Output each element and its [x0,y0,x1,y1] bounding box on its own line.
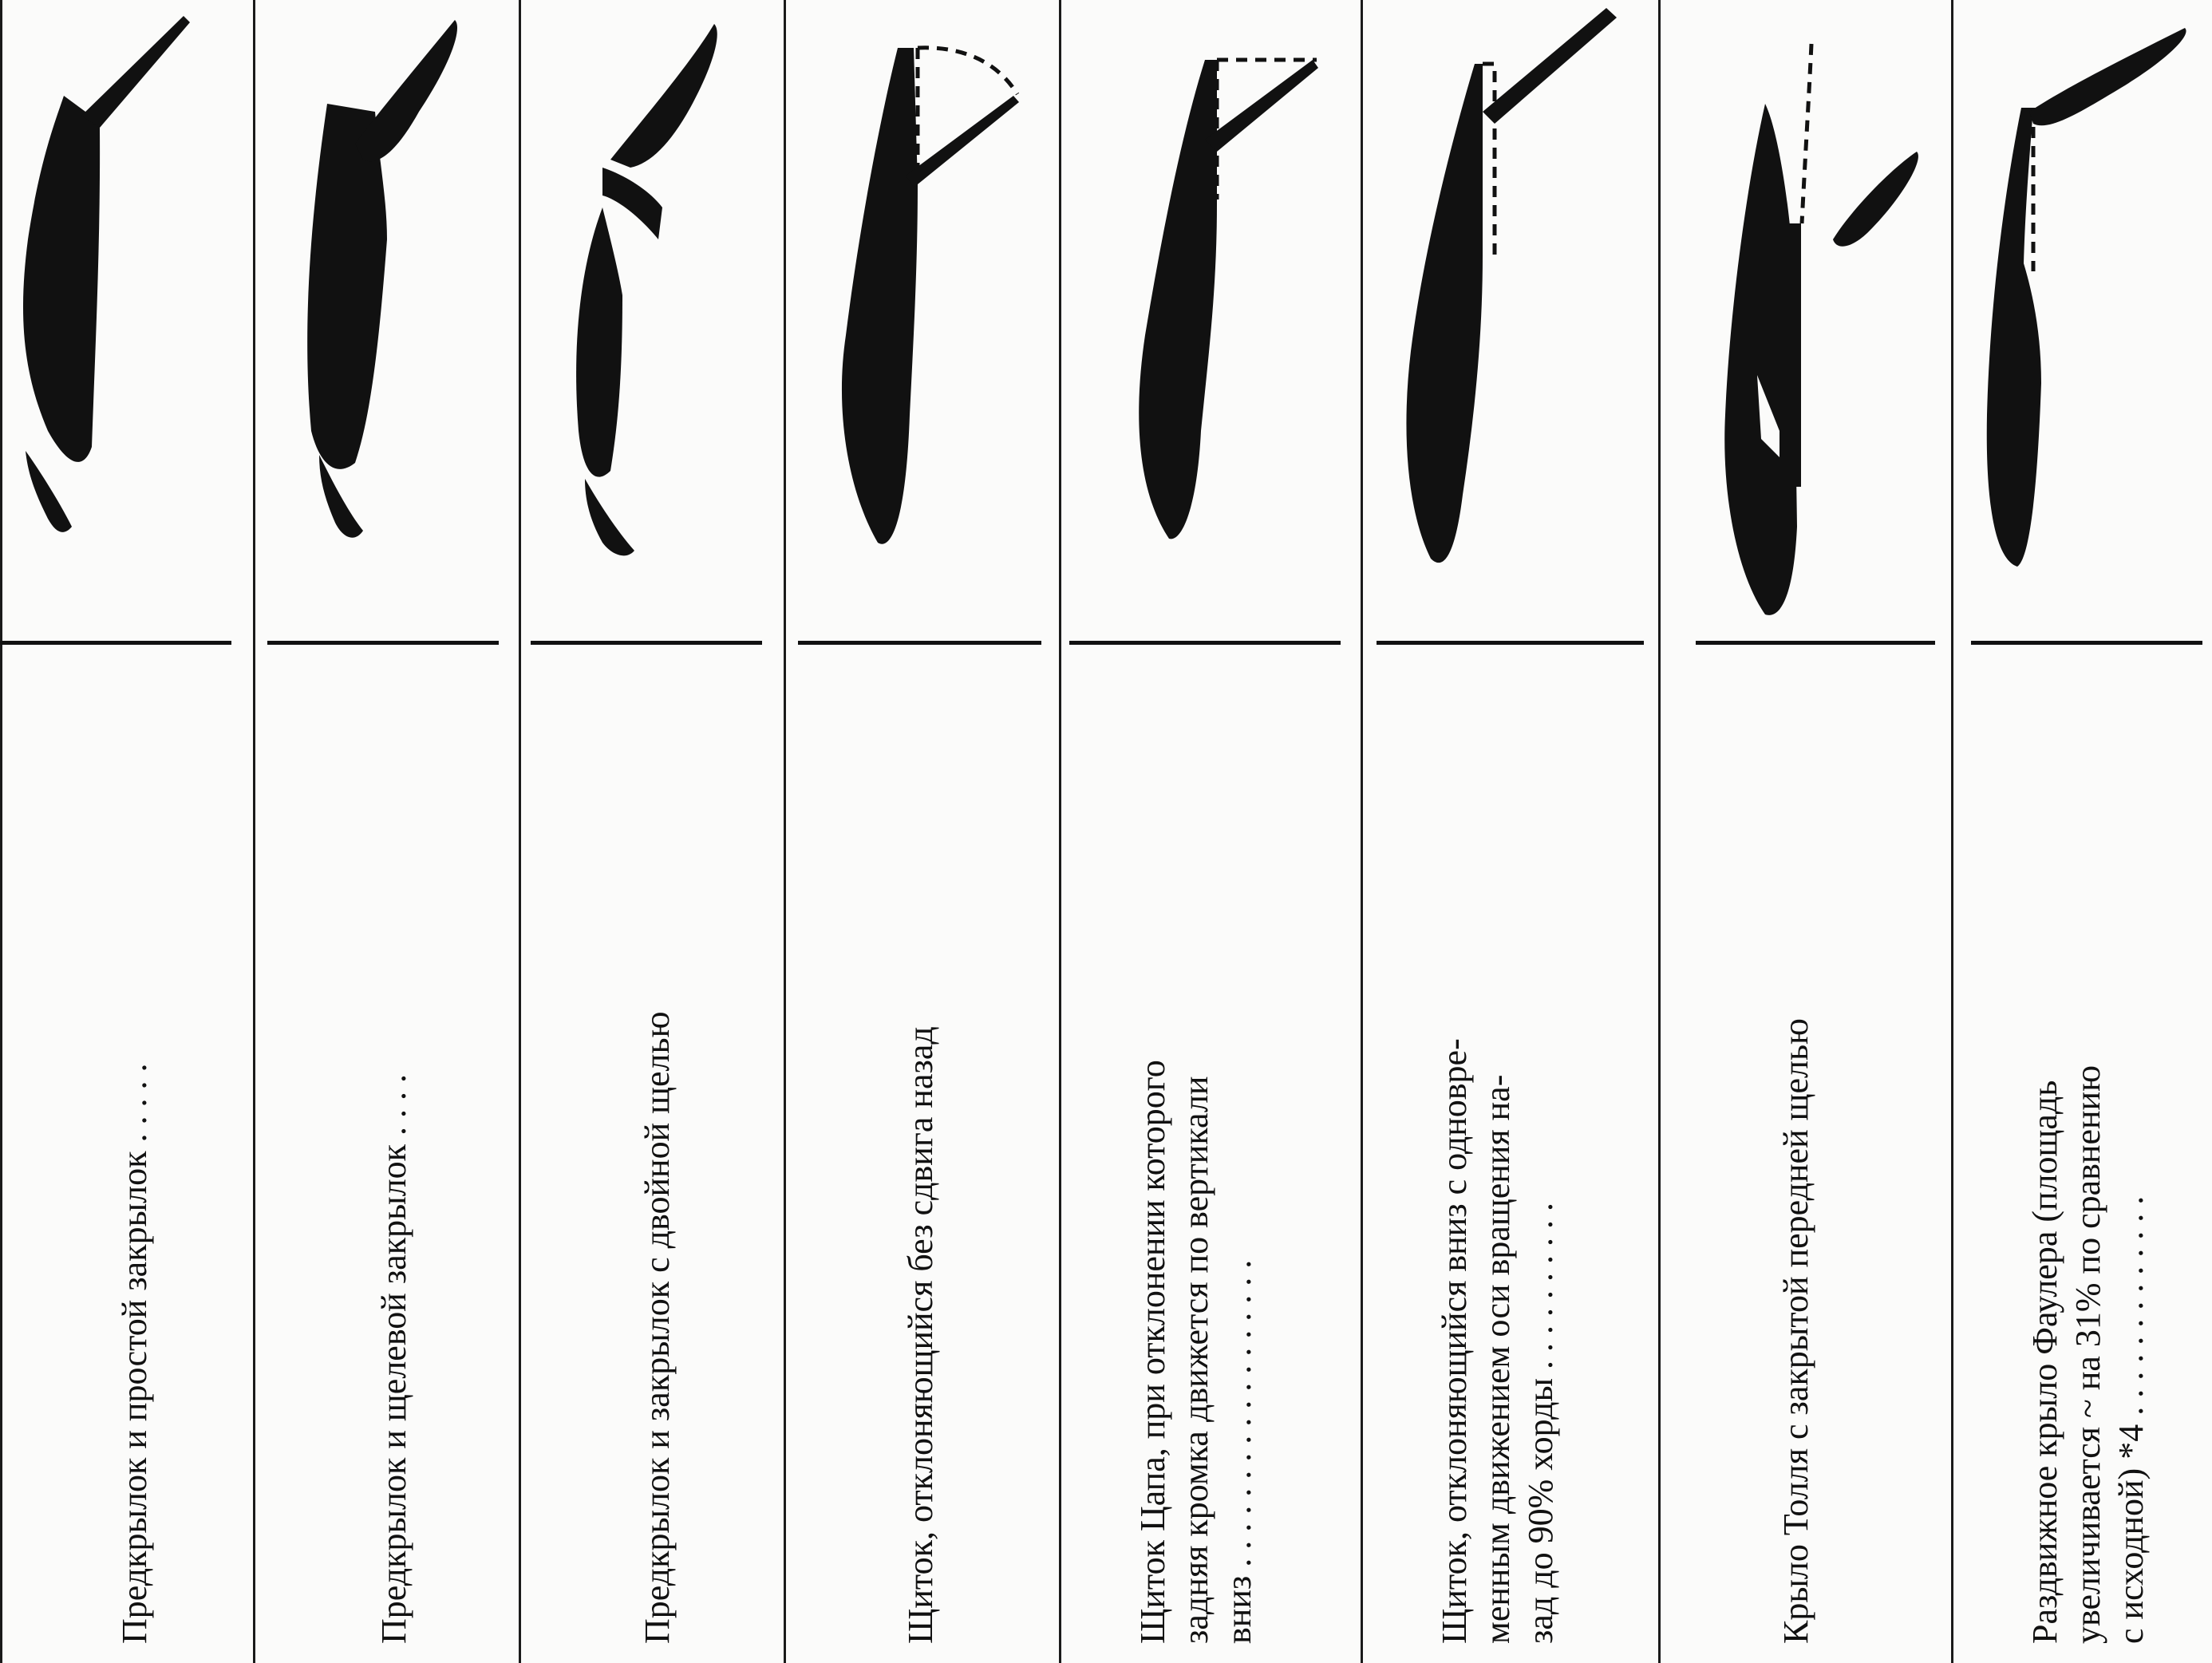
airfoil-figure-tolla-wing [1661,0,1931,630]
flap-element [1483,8,1617,124]
caption-text [1775,662,1818,1644]
airfoil-figure-split-flap [786,0,1056,630]
slat-element [26,451,72,532]
column-slat-double-slotted-flap [523,0,792,1663]
airfoil-diagram [1953,0,2212,630]
caption-text [2024,662,2153,1644]
airfoil-diagram [1363,0,1633,630]
caption-text [899,662,942,1644]
main-airfoil-body [1139,60,1217,539]
caption-area [786,654,1056,1652]
main-airfoil-body [23,96,100,462]
airfoil-diagram [0,0,270,630]
airfoil-figure-fowler-wing [1953,0,2212,630]
caption-line: Щиток, отклоняющийся без сдвига назад [901,1026,940,1644]
separated-flap-element [1833,152,1918,247]
airfoil-figure-slat-slotted-flap [259,0,529,630]
caption-line: менным движением оси вращения на- [1478,1074,1517,1644]
slotted-flap-element [610,24,717,168]
slat-element [585,479,634,555]
main-airfoil-body [1987,108,2041,567]
column-split-flap-aft-movement [1363,0,1633,1663]
airfoil-figure-slat-plain-flap [0,0,270,630]
column-tolla-wing [1661,0,1931,1663]
caption-line: Щиток, отклоняющийся вниз с одновре- [1435,1038,1474,1644]
airfoil-figure-split-flap-aft-movement [1363,0,1633,630]
caption-line: Предкрылок и щелевой закрылок . . . . [374,1073,413,1644]
caption-line: Крыло Толля с закрытой передней щелью [1776,1018,1815,1644]
retracted-flap-outline [1483,64,1495,255]
column-split-flap [786,0,1056,1663]
caption-line: вниз . . . . . . . . . . . . . . . . . . [1219,1259,1258,1644]
caption-line: с исходной) *4 . . . . . . . . . . . . . [2111,1195,2151,1644]
airfoil-diagram [1061,0,1331,630]
caption-text [1433,662,1562,1644]
caption-line: Щиток Цапа, при отклонении которого [1133,1060,1172,1644]
airfoil-figure-zap-flap [1061,0,1331,630]
caption-text [636,662,679,1644]
zap-flap-element [1205,60,1318,152]
caption-area [1661,654,1931,1652]
caption-line: задняя кромка движется по вертикали [1176,1076,1215,1644]
caption-line: Предкрылок и простой закрылок . . . . . [115,1063,154,1644]
caption-line: увеличивается ~ на 31% по сравнению [2068,1065,2107,1644]
caption-area [259,654,529,1652]
column-fowler-wing [1953,0,2212,1663]
retracted-outline [1802,44,1811,223]
airfoil-diagram [259,0,529,630]
rear-spar [1779,223,1801,487]
column-slat-slotted-flap [259,0,529,1663]
caption-area [1953,654,2212,1652]
flap-vane [602,168,662,239]
caption-text [373,662,416,1644]
airfoil-diagram [523,0,792,630]
split-flap-element [906,96,1019,188]
main-airfoil-body [1406,64,1483,563]
caption-text [113,662,156,1644]
caption-line: Предкрылок и закрылок с двойной щелью [638,1011,677,1644]
deflection-arc [918,48,1017,94]
main-airfoil-body [842,48,918,544]
column-zap-flap [1061,0,1331,1663]
flap-element [81,16,190,128]
caption-area [523,654,792,1652]
column-divider [1658,0,1661,1663]
caption-area [1363,654,1633,1652]
caption-line: зад до 90% хорды . . . . . . . . . . [1521,1202,1560,1644]
column-slat-plain-flap [0,0,270,1663]
caption-area [0,654,270,1652]
caption-line: Раздвижное крыло Фаулера (площадь [2025,1080,2064,1644]
main-airfoil-body [576,207,622,477]
airfoil-diagram [1661,0,1931,630]
fowler-flap-element [2029,28,2186,125]
airfoil-figure-slat-double-slotted-flap [523,0,792,630]
caption-area [1061,654,1331,1652]
airfoil-diagram [786,0,1056,630]
caption-text [1132,662,1261,1644]
slotted-flap-element [355,20,457,161]
